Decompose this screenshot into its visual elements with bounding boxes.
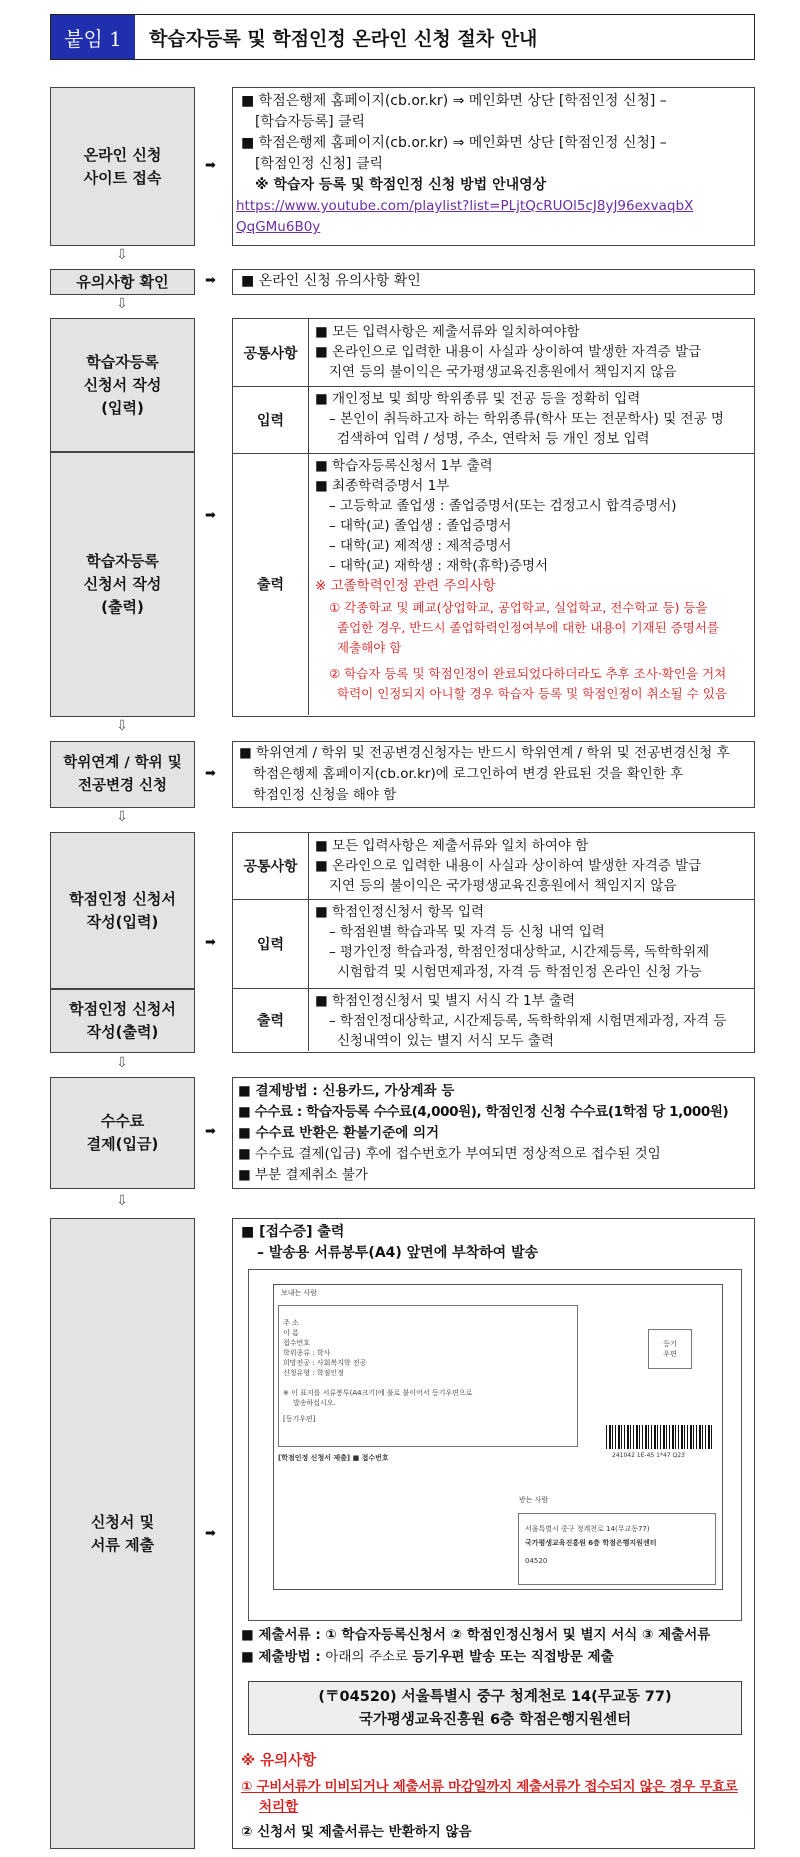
step-degree-change: 학위연계 / 학위 및 전공변경 신청 bbox=[50, 741, 195, 808]
output-label: 출력 bbox=[233, 988, 309, 1051]
down-arrow-icon: ⇩ bbox=[116, 1055, 128, 1071]
arrow-icon: ➡ bbox=[205, 508, 216, 523]
detail-line: – 대학(교) 제적생 : 제적증명서 bbox=[329, 538, 512, 554]
arrow-icon: ➡ bbox=[205, 1124, 216, 1139]
detail-line: ■ 학습자등록신청서 1부 출력 bbox=[315, 458, 493, 474]
caution-line: ① 각종학교 및 폐교(상업학교, 공업학교, 실업학교, 전수학교 등) 등을 bbox=[329, 600, 708, 615]
output-cell bbox=[309, 988, 753, 1051]
recipient-title: 받는 사람 bbox=[519, 1496, 549, 1504]
detail-line: 지연 등의 불이익은 국가평생교육진흥원에서 책임지지 않음 bbox=[329, 364, 677, 380]
detail-line: ■ 온라인으로 입력한 내용이 사실과 상이하여 발생한 자격증 발급 bbox=[315, 858, 702, 874]
step-site-access: 온라인 신청 사이트 접속 bbox=[50, 87, 195, 246]
detail-line: ■ 결제방법 : 신용카드, 가상계좌 등 bbox=[238, 1083, 455, 1099]
input-label: 입력 bbox=[233, 899, 309, 988]
common-label: 공통사항 bbox=[233, 833, 309, 899]
stamp-box bbox=[648, 1329, 692, 1369]
arrow-icon: ➡ bbox=[205, 158, 216, 173]
common-cell bbox=[309, 833, 753, 899]
notice-text-cont: 처리함 bbox=[259, 1799, 299, 1815]
down-arrow-icon: ⇩ bbox=[116, 809, 128, 825]
sender-line: 학위종류 : 학사 bbox=[283, 1349, 331, 1357]
detail-line: ■ 학점은행제 홈페이지(cb.or.kr) ⇒ 메인화면 상단 [학점인정 신청] – bbox=[241, 93, 667, 109]
address-line: 국가평생교육진흥원 6층 학점은행지원센터 bbox=[358, 1712, 632, 1728]
sender-note: 발송하십시오. bbox=[293, 1399, 336, 1407]
step-precautions-detail bbox=[232, 269, 755, 295]
step-document-submission: 신청서 및 서류 제출 bbox=[50, 1218, 195, 1849]
detail-line: ■ 온라인으로 입력한 내용이 사실과 상이하여 발생한 자격증 발급 bbox=[315, 344, 702, 360]
video-playlist-link[interactable]: https://www.youtube.com/playlist?list=PLjtQcRUOl5cJ8yJ96exvaqbX bbox=[236, 198, 694, 214]
caution-line: 제출해야 함 bbox=[337, 640, 402, 655]
input-cell bbox=[309, 899, 753, 988]
detail-line: ■ 모든 입력사항은 제출서류와 일치 하여야 함 bbox=[315, 838, 589, 854]
sender-line: 신청유형 : 학점인정 bbox=[283, 1369, 344, 1377]
receipt-attach-line: – 발송용 서류봉투(A4) 앞면에 부착하여 발송 bbox=[257, 1245, 539, 1261]
submit-docs-line bbox=[241, 1625, 710, 1646]
detail-line: 신청내역이 있는 별지 서식 모두 출력 bbox=[337, 1033, 555, 1049]
detail-line: ■ 수수료 : 학습자등록 수수료(4,000원), 학점인정 신청 수수료(1학점 당 1,000원) bbox=[238, 1104, 729, 1120]
submit-method-text: 아래의 주소로 bbox=[325, 1649, 413, 1665]
step-credit-form-print: 학점인정 신청서 작성(출력) bbox=[50, 989, 195, 1053]
detail-line: ■ 최종학력증명서 1부 bbox=[315, 478, 450, 494]
address-line: (〒04520) 서울특별시 중구 청계천로 14(무교동 77) bbox=[318, 1689, 672, 1705]
step-degree-change-detail bbox=[232, 741, 755, 808]
notice-text: ① 구비서류가 미비되거나 제출서류 마감일까지 제출서류가 접수되지 않은 경우 무효로 bbox=[241, 1779, 738, 1795]
submit-method-emph: 등기우편 발송 또는 직접방문 제출 bbox=[412, 1649, 614, 1665]
receipt-print-line: ■ [접수증] 출력 bbox=[241, 1224, 345, 1240]
detail-line: – 대학(교) 졸업생 : 졸업증명서 bbox=[329, 518, 512, 534]
arrow-icon: ➡ bbox=[205, 766, 216, 781]
barcode bbox=[606, 1425, 714, 1449]
detail-line: – 대학(교) 재학생 : 재학(휴학)증명서 bbox=[329, 558, 549, 574]
step-fee-payment: 수수료 결제(입금) bbox=[50, 1077, 195, 1189]
barcode-number: 241042 1E-45 1*47 Q23 bbox=[612, 1452, 685, 1459]
down-arrow-icon: ⇩ bbox=[116, 296, 128, 312]
detail-line: ■ 수수료 반환은 환불기준에 의거 bbox=[238, 1125, 440, 1141]
page-title: 학습자등록 및 학점인정 온라인 신청 절차 안내 bbox=[149, 27, 538, 50]
caution-list bbox=[315, 598, 747, 704]
output-label: 출력 bbox=[233, 453, 309, 715]
video-playlist-link-cont[interactable]: QqGMu6B0y bbox=[236, 219, 321, 235]
detail-line: ■ 부분 결제취소 불가 bbox=[238, 1167, 368, 1183]
learner-form-table bbox=[232, 318, 755, 717]
address-box bbox=[248, 1681, 742, 1735]
detail-line: 학점은행제 홈페이지(cb.or.kr)에 로그인하여 변경 완료된 것을 확인한 후 bbox=[253, 766, 684, 782]
step-learner-form-print: 학습자등록 신청서 작성 (출력) bbox=[50, 452, 195, 717]
video-guide-note: ※ 학습자 등록 및 학점인정 신청 방법 안내영상 bbox=[255, 177, 547, 193]
detail-line: – 평가인정 학습과정, 학점인정대상학교, 시간제등록, 독학학위제 bbox=[329, 944, 710, 960]
step-fee-payment-detail bbox=[232, 1077, 755, 1189]
caution-line: ② 학습자 등록 및 학점인정이 완료되었다하더라도 추후 조사·확인을 거쳐 bbox=[329, 666, 727, 681]
notice-title: ※ 유의사항 bbox=[241, 1753, 317, 1769]
common-cell bbox=[309, 319, 753, 386]
step-precautions: 유의사항 확인 bbox=[50, 269, 195, 295]
detail-line: [학점인정 신청] 클릭 bbox=[255, 156, 384, 172]
receipt-strip: [학점인정 신청서 제출] ■ 접수번호 bbox=[278, 1454, 389, 1462]
submit-docs-value: ① 학습자등록신청서 ② 학점인정신청서 및 별지 서식 ③ 제출서류 bbox=[325, 1627, 711, 1643]
detail-line: ■ 학점은행제 홈페이지(cb.or.kr) ⇒ 메인화면 상단 [학점인정 신청] – bbox=[241, 135, 667, 151]
caution-title: ※ 고졸학력인정 관련 주의사항 bbox=[315, 578, 496, 594]
step-learner-form-input: 학습자등록 신청서 작성 (입력) bbox=[50, 318, 195, 452]
detail-line: [학습자등록] 클릭 bbox=[255, 114, 366, 130]
down-arrow-icon: ⇩ bbox=[116, 718, 128, 734]
sender-title: 보내는 사람 bbox=[281, 1289, 318, 1297]
stamp-text: 등기 우편 bbox=[663, 1340, 677, 1358]
envelope-sheet bbox=[273, 1284, 723, 1590]
output-cell bbox=[309, 453, 753, 715]
detail-line: ■ 수수료 결제(입금) 후에 접수번호가 부여되면 정상적으로 접수된 것임 bbox=[238, 1146, 661, 1162]
detail-line: 시험합격 및 시험면제과정, 자격 등 학점인정 온라인 신청 가능 bbox=[337, 964, 702, 980]
caution-line: 학력이 인정되지 아니할 경우 학습자 등록 및 학점인정이 취소될 수 있음 bbox=[337, 686, 727, 701]
submit-method-line bbox=[241, 1647, 614, 1668]
input-cell bbox=[309, 386, 753, 453]
detail-line: 지연 등의 불이익은 국가평생교육진흥원에서 책임지지 않음 bbox=[329, 878, 677, 894]
sender-box bbox=[278, 1289, 578, 1447]
sender-note: ※ 이 표지를 서류봉투(A4크기)에 풀로 붙이어서 등기우편으로 bbox=[283, 1389, 473, 1397]
arrow-icon: ➡ bbox=[205, 1526, 216, 1541]
recipient-line: 국가평생교육진흥원 6층 학점은행지원센터 bbox=[525, 1539, 657, 1547]
detail-line: ■ 모든 입력사항은 제출서류와 일치하여야함 bbox=[315, 324, 580, 340]
sender-line: 희망전공 : 사회복지학 전공 bbox=[283, 1359, 367, 1367]
envelope-image bbox=[248, 1269, 742, 1621]
detail-line: – 학점원별 학습과목 및 자격 등 신청 내역 입력 bbox=[329, 924, 605, 940]
sender-line: 접수번호 bbox=[283, 1339, 311, 1347]
step-credit-form-input: 학점인정 신청서 작성(입력) bbox=[50, 832, 195, 989]
header bbox=[50, 14, 755, 60]
caution-line: 졸업한 경우, 반드시 졸업학력인정여부에 대한 내용이 기재된 증명서를 bbox=[337, 620, 719, 635]
step-document-submission-detail bbox=[232, 1218, 755, 1849]
detail-line: ■ 학점인정신청서 항목 입력 bbox=[315, 904, 485, 920]
detail-line: ■ 온라인 신청 유의사항 확인 bbox=[241, 273, 421, 289]
arrow-icon: ➡ bbox=[205, 935, 216, 950]
detail-line: ■ 학점인정신청서 및 별지 서식 각 1부 출력 bbox=[315, 993, 576, 1009]
detail-line: – 고등학교 졸업생 : 졸업증명서(또는 검정고시 합격증명서) bbox=[329, 498, 677, 514]
sender-line: 이 름 bbox=[283, 1329, 299, 1337]
input-label: 입력 bbox=[233, 386, 309, 453]
sender-line: 주 소 bbox=[283, 1319, 299, 1327]
submit-method-label: ■ 제출방법 : bbox=[241, 1649, 326, 1665]
common-label: 공통사항 bbox=[233, 319, 309, 386]
arrow-icon: ➡ bbox=[205, 273, 216, 288]
credit-form-table bbox=[232, 832, 755, 1053]
detail-line: – 본인이 취득하고자 하는 학위종류(학사 또는 전문학사) 및 전공 명 bbox=[329, 411, 724, 427]
detail-line: ■ 개인정보 및 희망 학위종류 및 전공 등을 정확히 입력 bbox=[315, 391, 641, 407]
recipient-line: 04520 bbox=[525, 1557, 548, 1565]
notice-item-2: ② 신청서 및 제출서류는 반환하지 않음 bbox=[241, 1824, 472, 1840]
step-site-access-detail bbox=[232, 87, 755, 246]
sender-mail: [등기우편] bbox=[283, 1415, 316, 1423]
detail-line: – 학점인정대상학교, 시간제등록, 독학학위제 시험면제과정, 자격 등 bbox=[329, 1013, 727, 1029]
submit-docs-label: ■ 제출서류 : bbox=[241, 1627, 326, 1643]
recipient-box bbox=[518, 1513, 716, 1585]
down-arrow-icon: ⇩ bbox=[116, 1193, 128, 1209]
down-arrow-icon: ⇩ bbox=[116, 247, 128, 263]
attachment-tag: 붙임 1 bbox=[51, 15, 135, 59]
detail-line: 학점인정 신청을 해야 함 bbox=[253, 787, 397, 803]
detail-line: 검색하여 입력 / 성명, 주소, 연락처 등 개인 정보 입력 bbox=[337, 431, 650, 447]
notice-item-1 bbox=[241, 1777, 738, 1798]
detail-line: ■ 학위연계 / 학위 및 전공변경신청자는 반드시 학위연계 / 학위 및 전공변경신청 후 bbox=[239, 745, 730, 761]
recipient-line: 서울특별시 중구 청계천로 14(무교동77) bbox=[525, 1525, 650, 1533]
